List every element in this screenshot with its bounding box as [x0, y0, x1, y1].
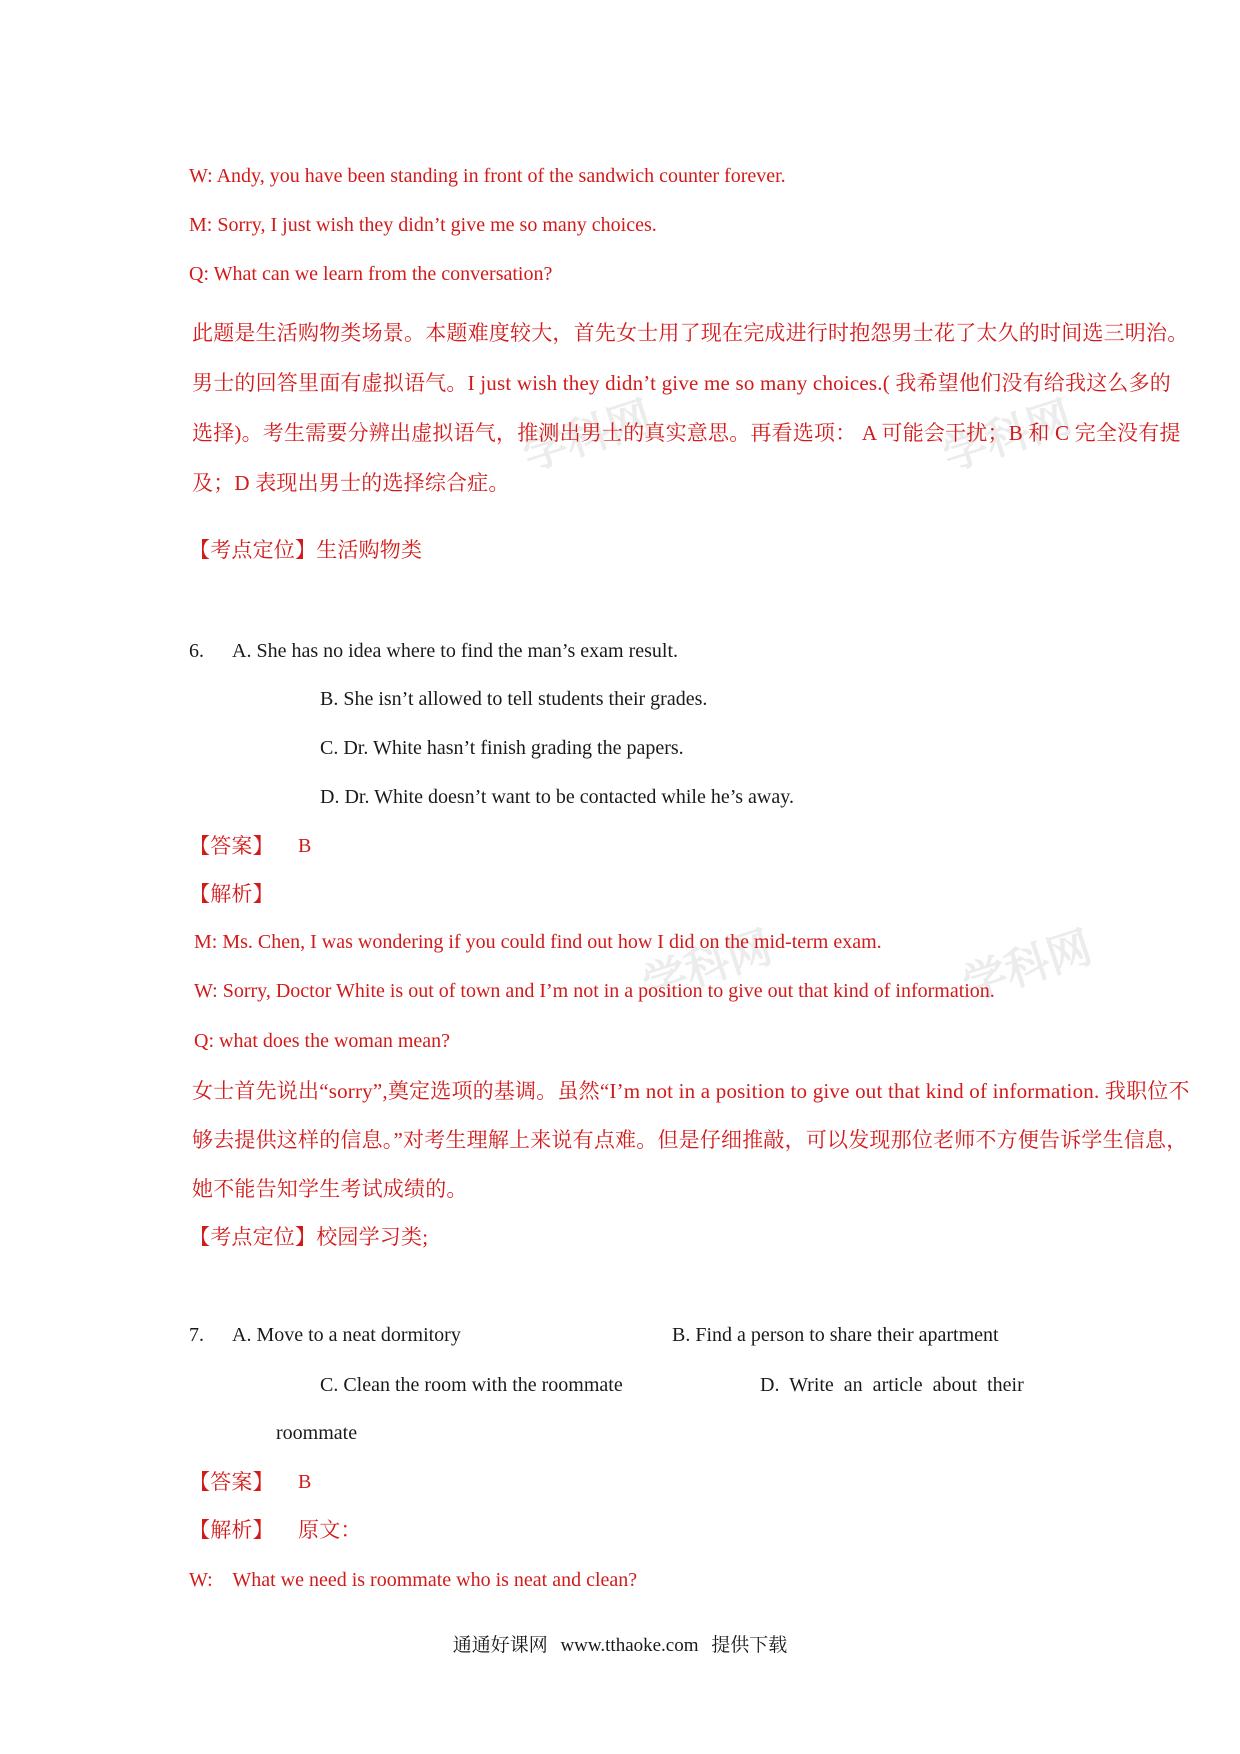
option-d-continued: roommate: [276, 1422, 358, 1444]
page-footer: [0, 1630, 1240, 1657]
answer-label: 【答案】: [189, 1470, 274, 1494]
answer-value: B: [298, 835, 312, 857]
watermark: 学科网: [936, 391, 1079, 481]
answer-value: B: [298, 1471, 312, 1493]
option-c: C. Dr. White hasn’t finish grading the papers.: [320, 737, 684, 759]
watermark: 学科网: [636, 921, 779, 1011]
option-b: B. Find a person to share their apartment: [672, 1324, 999, 1346]
point-label: 【考点定位】校园学习类;: [189, 1225, 429, 1249]
option-a: A. Move to a neat dormitory: [232, 1324, 461, 1346]
transcript-line: M: Ms. Chen, I was wondering if you could find out how I did on the mid-term exam.: [194, 931, 882, 953]
question-number: 6.: [189, 640, 204, 662]
option-d: D. Dr. White doesn’t want to be contacted while he’s away.: [320, 786, 794, 808]
transcript-line: W: Sorry, Doctor White is out of town and I’m not in a position to give out that kind of information.: [194, 980, 995, 1002]
analysis-line: 此题是生活购物类场景。本题难度较大，首先女士用了现在完成进行时抱怨男士花了太久的时间选三明治。: [192, 321, 1189, 345]
analysis-line: 及；D 表现出男士的选择综合症。: [192, 471, 510, 495]
footer-site-name: 通通好课网: [452, 1635, 548, 1656]
transcript-line: M: Sorry, I just wish they didn’t give me so many choices.: [189, 214, 657, 236]
analysis-line: 选择)。考生需要分辨出虚拟语气，推测出男士的真实意思。再看选项： A 可能会干扰；B 和 C 完全没有提: [192, 421, 1181, 445]
analysis-line: 男士的回答里面有虚拟语气。I just wish they didn’t give me so many choices.( 我希望他们没有给我这么多的: [192, 371, 1171, 395]
analysis-line: 女士首先说出“sorry”,奠定选项的基调。虽然“I’m not in a position to give out that kind of information. 我职位不: [192, 1079, 1190, 1103]
analysis-line: 她不能告知学生考试成绩的。: [192, 1177, 468, 1201]
answer-label: 【答案】: [189, 834, 274, 858]
point-label: 【考点定位】生活购物类: [189, 538, 423, 562]
option-d: D. Write an article about their: [760, 1374, 1024, 1396]
analysis-label: 【解析】: [189, 1518, 274, 1542]
transcript-line: W: Andy, you have been standing in front of the sandwich counter forever.: [189, 165, 786, 187]
transcript-line: W: What we need is roommate who is neat and clean?: [189, 1569, 638, 1591]
footer-url: www.tthaoke.com: [560, 1635, 699, 1656]
option-b: B. She isn’t allowed to tell students their grades.: [320, 688, 708, 710]
original-text-label: 原文：: [298, 1518, 362, 1542]
option-a: A. She has no idea where to find the man’s exam result.: [232, 640, 678, 662]
watermark: 学科网: [956, 921, 1099, 1011]
option-c: C. Clean the room with the roommate: [320, 1374, 623, 1396]
footer-suffix: 提供下载: [711, 1635, 788, 1656]
analysis-label: 【解析】: [189, 882, 274, 906]
transcript-line: Q: what does the woman mean?: [194, 1030, 451, 1052]
analysis-line: 够去提供这样的信息。”对考生理解上来说有点难。但是仔细推敲，可以发现那位老师不方便告诉学生信息，: [192, 1128, 1188, 1152]
question-number: 7.: [189, 1324, 204, 1346]
watermark: 学科网: [516, 391, 659, 481]
transcript-line: Q: What can we learn from the conversation?: [189, 263, 553, 285]
